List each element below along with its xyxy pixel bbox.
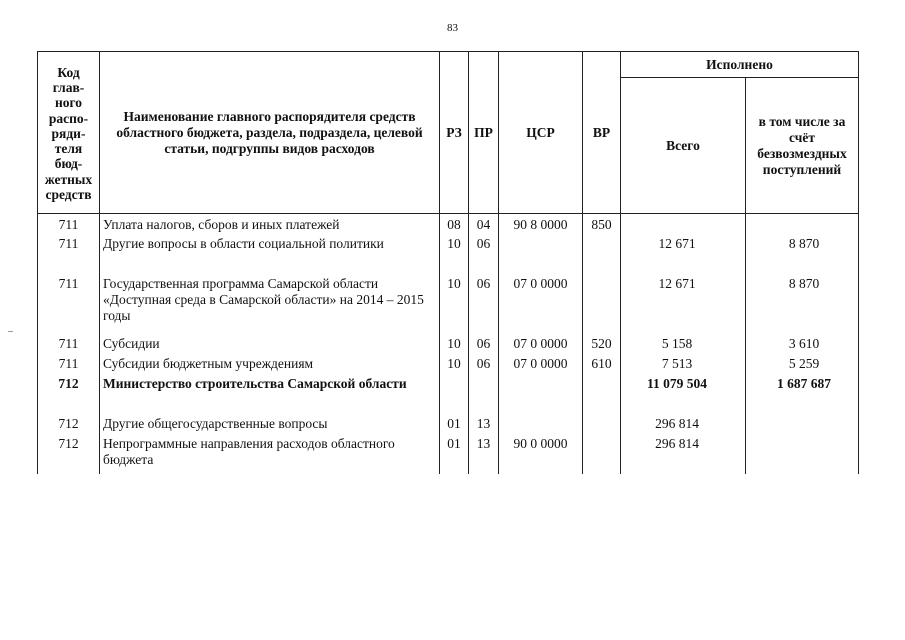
header-executed: Исполнено — [621, 52, 859, 78]
header-code: Код глав-ного распо-ряди-теля бюд-жетных средств — [38, 52, 100, 214]
cell-name: Уплата налогов, сборов и иных платежей — [100, 214, 440, 234]
table-row — [38, 354, 859, 374]
cell-gratis: 8 870 — [746, 274, 859, 334]
cell-csr: 90 0 0000 — [499, 434, 583, 474]
table-row — [38, 414, 859, 434]
cell-total — [621, 214, 746, 234]
cell-code: 711 — [38, 214, 100, 234]
cell-rz: 01 — [440, 414, 469, 434]
cell-rz: 01 — [440, 434, 469, 474]
header-total: Всего — [621, 78, 746, 214]
table-row — [38, 334, 859, 354]
table-row — [38, 274, 859, 334]
cell-pr: 13 — [469, 434, 499, 474]
cell-vr — [583, 234, 621, 274]
cell-code: 711 — [38, 274, 100, 334]
cell-gratis — [746, 414, 859, 434]
cell-pr: 04 — [469, 214, 499, 234]
cell-pr: 06 — [469, 354, 499, 374]
header-vr: ВР — [583, 52, 621, 214]
cell-csr: 07 0 0000 — [499, 334, 583, 354]
cell-rz: 10 — [440, 234, 469, 274]
cell-pr: 06 — [469, 274, 499, 334]
cell-total: 12 671 — [621, 274, 746, 334]
cell-name: Непрограммные направления расходов областного бюджета — [100, 434, 440, 474]
cell-total: 296 814 — [621, 434, 746, 474]
cell-name: Другие вопросы в области социальной политики — [100, 234, 440, 274]
cell-code: 712 — [38, 374, 100, 414]
header-gratis: в том числе за счёт безвозмездных поступлений — [746, 78, 859, 214]
cell-csr — [499, 234, 583, 274]
cell-rz: 10 — [440, 354, 469, 374]
margin-mark — [8, 331, 13, 332]
cell-gratis: 1 687 687 — [746, 374, 859, 414]
cell-code: 711 — [38, 334, 100, 354]
cell-name: Субсидии бюджетным учреждениям — [100, 354, 440, 374]
cell-pr: 06 — [469, 234, 499, 274]
cell-total: 5 158 — [621, 334, 746, 354]
cell-total: 296 814 — [621, 414, 746, 434]
table-row — [38, 214, 859, 234]
cell-rz — [440, 374, 469, 414]
table-row — [38, 434, 859, 474]
cell-gratis — [746, 434, 859, 474]
cell-vr — [583, 374, 621, 414]
cell-name: Другие общегосударственные вопросы — [100, 414, 440, 434]
cell-gratis — [746, 214, 859, 234]
cell-gratis: 3 610 — [746, 334, 859, 354]
cell-vr: 610 — [583, 354, 621, 374]
cell-vr: 520 — [583, 334, 621, 354]
cell-pr — [469, 374, 499, 414]
cell-vr: 850 — [583, 214, 621, 234]
table-row — [38, 374, 859, 414]
cell-csr: 07 0 0000 — [499, 354, 583, 374]
budget-table — [37, 51, 859, 474]
cell-total: 11 079 504 — [621, 374, 746, 414]
cell-gratis: 5 259 — [746, 354, 859, 374]
cell-gratis: 8 870 — [746, 234, 859, 274]
cell-name: Государственная программа Самарской области «Доступная среда в Самарской области» на 2014 – 2015 годы — [100, 274, 440, 334]
cell-vr — [583, 414, 621, 434]
cell-csr: 90 8 0000 — [499, 214, 583, 234]
cell-rz: 10 — [440, 334, 469, 354]
cell-pr: 06 — [469, 334, 499, 354]
header-csr: ЦСР — [499, 52, 583, 214]
cell-csr: 07 0 0000 — [499, 274, 583, 334]
cell-name: Министерство строительства Самарской области — [100, 374, 440, 414]
cell-vr — [583, 434, 621, 474]
cell-rz: 08 — [440, 214, 469, 234]
cell-total: 12 671 — [621, 234, 746, 274]
cell-total: 7 513 — [621, 354, 746, 374]
cell-csr — [499, 374, 583, 414]
cell-code: 712 — [38, 434, 100, 474]
header-pr: ПР — [469, 52, 499, 214]
cell-name: Субсидии — [100, 334, 440, 354]
cell-csr — [499, 414, 583, 434]
cell-code: 712 — [38, 414, 100, 434]
table-row — [38, 234, 859, 274]
header-name: Наименование главного распорядителя средств областного бюджета, раздела, подраздела, целевой статьи, подгруппы видов расходов — [100, 52, 440, 214]
cell-pr: 13 — [469, 414, 499, 434]
cell-code: 711 — [38, 354, 100, 374]
cell-code: 711 — [38, 234, 100, 274]
page-number: 83 — [447, 22, 458, 34]
cell-rz: 10 — [440, 274, 469, 334]
cell-vr — [583, 274, 621, 334]
header-rz: РЗ — [440, 52, 469, 214]
